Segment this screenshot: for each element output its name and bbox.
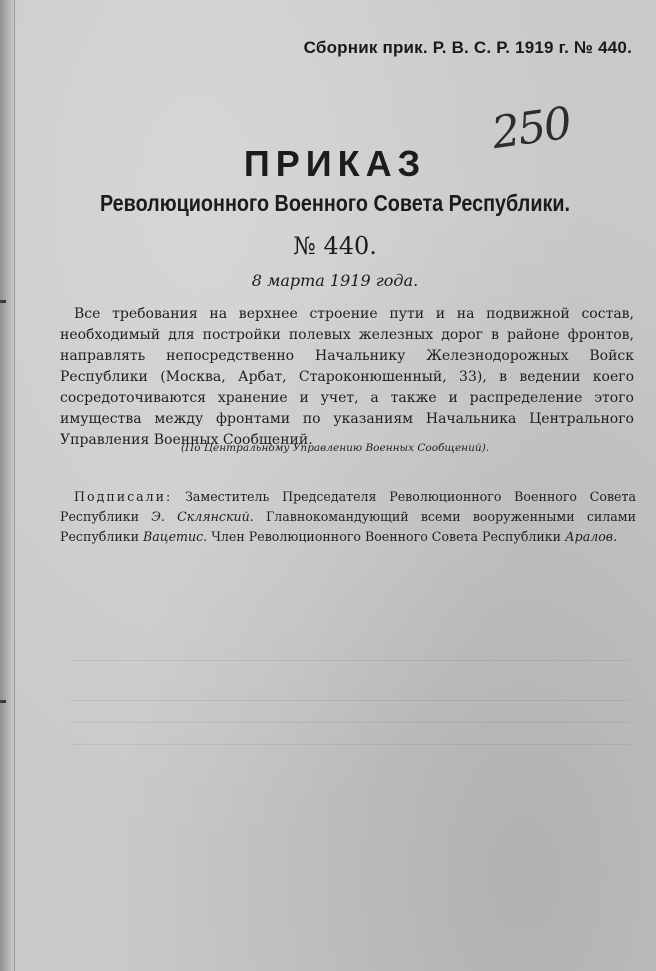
document-title: ПРИКАЗ [243, 143, 427, 184]
reverse-bleed-line [70, 700, 630, 701]
signatory-title-3: Член Революционного Военного Совета Республики [211, 529, 562, 544]
collection-header: Сборник прик. Р. В. С. Р. 1919 г. № 440. [303, 38, 632, 57]
edge-mark [0, 700, 6, 703]
reverse-bleed-line [70, 660, 630, 661]
handwritten-page-number: 250 [488, 97, 574, 160]
reverse-bleed-line [70, 722, 630, 723]
order-body-text: Все требования на верхнее строение пути и на подвижной состав, необходимый для постройки полевых железных дорог в районе фронтов, направлять непосредственно Начальнику Железнодорожных Войск Республики (Москва, Арбат, Староконюшенный, 33), в ведении коего сосредоточиваются хранение и учет, а также и распределение этого имущества между фронтами по указаниям Начальника Центрального Управления Военных Сообщений. [60, 306, 634, 448]
signatory-title-1: Заместитель Председателя Революционного Военного Совета Республики [60, 489, 636, 524]
document-subtitle: Революционного Военного Совета Республики. [99, 190, 571, 216]
signatures-label: Подписали: [74, 489, 173, 504]
order-date: 8 марта 1919 года. [251, 271, 419, 290]
signatory-name-1: Э. Склянский. [151, 509, 254, 524]
source-note: (По Центральному Управлению Военных Сообщений). [180, 442, 490, 454]
signatures-block [60, 487, 636, 547]
signatory-name-3: Аралов. [565, 529, 618, 544]
order-number: № 440. [293, 232, 377, 260]
signatory-name-2: Вацетис. [143, 529, 208, 544]
edge-mark [0, 300, 6, 303]
signatory-title-2: Главнокомандующий всеми вооруженными силами Республики [60, 509, 636, 544]
reverse-bleed-line [70, 744, 630, 745]
